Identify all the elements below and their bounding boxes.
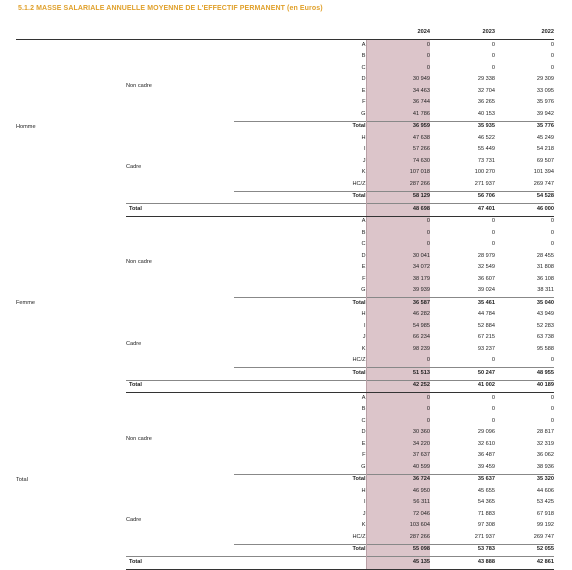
value-cell-2024: 107 018	[366, 168, 430, 180]
value-cell-2023: 53 783	[430, 544, 495, 557]
value-cell-2024: 287 266	[366, 532, 430, 544]
value-cell-2023: 32 704	[477, 87, 495, 94]
value-cell-2023: 0	[491, 406, 495, 413]
level-label: C	[361, 241, 366, 248]
value-cell-2024: 0	[366, 228, 430, 240]
value-cell-2024: 66 234	[366, 333, 430, 345]
year-header-2024: 2024	[417, 29, 430, 36]
value-cell-2023: 271 937	[474, 533, 495, 540]
value-cell-2024: 56 311	[366, 498, 430, 510]
total-value-cell-2023: 47 401	[430, 204, 495, 217]
value-cell-2022: 0	[550, 406, 554, 413]
value-cell-2023: 35 637	[430, 474, 495, 486]
value-cell-2023: 93 237	[477, 345, 495, 352]
value-cell-2023: 0	[491, 229, 495, 236]
value-cell-2024: 30 041	[366, 251, 430, 263]
value-cell-2022: 28 455	[536, 252, 554, 259]
level-label: A	[361, 394, 366, 401]
section-total-label: Total	[126, 204, 366, 217]
value-cell-2022: 44 606	[536, 487, 554, 494]
value-cell-2022: 0	[550, 241, 554, 248]
value-cell-2024: 55 098	[366, 544, 430, 557]
value-cell-2023: 55 449	[477, 146, 495, 153]
level-label: D	[361, 76, 366, 83]
value-cell-2023: 45 655	[477, 487, 495, 494]
value-cell-2024: 54 985	[366, 321, 430, 333]
total-value-cell-2022: 42 861	[495, 557, 554, 570]
value-cell-2024: 98 239	[366, 344, 430, 356]
value-cell-2023: 97 308	[477, 522, 495, 529]
section-label: Femme	[16, 300, 35, 307]
level-label: A	[361, 218, 366, 225]
value-cell-2023: 36 265	[477, 99, 495, 106]
value-cell-2024: 34 463	[366, 86, 430, 98]
value-cell-2024: 37 637	[366, 451, 430, 463]
value-cell-2023: 32 610	[477, 440, 495, 447]
section-total-label: Total	[126, 380, 366, 393]
group-label: Cadre	[126, 164, 142, 171]
level-label: F	[362, 275, 366, 282]
value-cell-2024: 46 950	[366, 486, 430, 498]
level-label: F	[362, 452, 366, 459]
value-cell-2024: 38 179	[366, 274, 430, 286]
level-label: G	[361, 110, 366, 117]
level-label: H	[361, 134, 366, 141]
value-cell-2023: 39 024	[477, 287, 495, 294]
value-cell-2024: 58 129	[366, 191, 430, 204]
value-cell-2024: 72 046	[366, 509, 430, 521]
value-cell-2024: 47 638	[366, 133, 430, 145]
value-cell-2022: 36 062	[536, 452, 554, 459]
salary-table	[16, 27, 554, 570]
value-cell-2022: 0	[550, 357, 554, 364]
value-cell-2022: 39 942	[536, 110, 554, 117]
value-cell-2023: 67 215	[477, 334, 495, 341]
value-cell-2022: 0	[550, 417, 554, 424]
value-cell-2022: 36 108	[536, 275, 554, 282]
level-label: G	[361, 287, 366, 294]
group-label: Non cadre	[126, 435, 152, 442]
value-cell-2024: 0	[366, 216, 430, 228]
total-value-cell-2022: 40 189	[495, 380, 554, 393]
level-label: J	[362, 157, 366, 164]
value-cell-2023: 0	[491, 64, 495, 71]
value-cell-2023: 0	[491, 218, 495, 225]
value-cell-2024: 36 959	[366, 121, 430, 133]
value-cell-2024: 51 513	[366, 368, 430, 381]
value-cell-2022: 52 283	[536, 322, 554, 329]
level-label: K	[361, 169, 366, 176]
value-cell-2023: 0	[491, 394, 495, 401]
value-cell-2022: 33 095	[536, 87, 554, 94]
table-body	[16, 40, 554, 570]
value-cell-2022: 54 218	[536, 146, 554, 153]
level-label: C	[361, 64, 366, 71]
value-cell-2023: 71 883	[477, 510, 495, 517]
value-cell-2024: 36 724	[366, 474, 430, 486]
value-cell-2022: 269 747	[533, 180, 554, 187]
level-label: I	[363, 322, 366, 329]
value-cell-2024: 46 282	[366, 310, 430, 322]
value-cell-2022: 0	[550, 394, 554, 401]
value-cell-2023: 35 935	[430, 121, 495, 133]
value-cell-2023: 100 270	[474, 169, 495, 176]
level-label: E	[361, 440, 366, 447]
value-cell-2022: 43 949	[536, 311, 554, 318]
table-row	[16, 216, 554, 228]
value-cell-2023: 44 784	[477, 311, 495, 318]
level-label: E	[361, 87, 366, 94]
level-label: Total	[332, 191, 366, 204]
level-label: Total	[332, 474, 366, 486]
value-cell-2022: 67 918	[536, 510, 554, 517]
value-cell-2023: 36 487	[477, 452, 495, 459]
value-cell-2024: 0	[366, 40, 430, 52]
total-value-cell-2023: 41 002	[430, 380, 495, 393]
table-row	[16, 393, 554, 405]
value-cell-2024: 36 744	[366, 98, 430, 110]
value-cell-2022: 35 976	[536, 99, 554, 106]
value-cell-2024: 74 630	[366, 156, 430, 168]
value-cell-2022: 53 425	[536, 499, 554, 506]
level-label: Total	[332, 298, 366, 310]
value-cell-2023: 29 096	[477, 429, 495, 436]
level-label: I	[363, 146, 366, 153]
section-label: Total	[16, 476, 28, 483]
year-header-2023: 2023	[482, 29, 495, 36]
value-cell-2024: 34 072	[366, 263, 430, 275]
value-cell-2023: 271 937	[474, 180, 495, 187]
value-cell-2022: 0	[550, 41, 554, 48]
value-cell-2023: 35 461	[430, 298, 495, 310]
value-cell-2024: 0	[366, 52, 430, 64]
value-cell-2022: 0	[550, 53, 554, 60]
value-cell-2022: 69 507	[536, 157, 554, 164]
value-cell-2024: 103 604	[366, 521, 430, 533]
value-cell-2022: 48 955	[495, 368, 554, 381]
value-cell-2022: 32 319	[536, 440, 554, 447]
value-cell-2024: 0	[366, 240, 430, 252]
value-cell-2022: 63 738	[536, 334, 554, 341]
section-total-label: Total	[126, 557, 366, 570]
value-cell-2022: 269 747	[533, 533, 554, 540]
total-value-cell-2024: 45 135	[366, 557, 430, 570]
total-value-cell-2023: 43 888	[430, 557, 495, 570]
value-cell-2023: 32 549	[477, 264, 495, 271]
value-cell-2022: 31 808	[536, 264, 554, 271]
value-cell-2024: 0	[366, 393, 430, 405]
level-label: A	[361, 41, 366, 48]
value-cell-2023: 73 731	[477, 157, 495, 164]
value-cell-2023: 46 522	[477, 134, 495, 141]
value-cell-2024: 40 599	[366, 462, 430, 474]
value-cell-2023: 36 607	[477, 275, 495, 282]
level-label: B	[361, 406, 366, 413]
value-cell-2022: 99 192	[536, 522, 554, 529]
level-label: B	[361, 53, 366, 60]
table-row	[16, 40, 554, 52]
value-cell-2023: 56 706	[430, 191, 495, 204]
level-label: C	[361, 417, 366, 424]
value-cell-2022: 52 055	[495, 544, 554, 557]
value-cell-2022: 54 528	[495, 191, 554, 204]
value-cell-2022: 38 311	[537, 287, 554, 294]
value-cell-2023: 28 979	[477, 252, 495, 259]
total-value-cell-2024: 48 698	[366, 204, 430, 217]
level-label: K	[361, 345, 366, 352]
level-label: F	[362, 99, 366, 106]
value-cell-2022: 35 776	[495, 121, 554, 133]
value-cell-2024: 0	[366, 405, 430, 417]
level-label: E	[361, 264, 366, 271]
value-cell-2024: 0	[366, 356, 430, 368]
level-label: I	[363, 499, 366, 506]
total-value-cell-2022: 46 000	[495, 204, 554, 217]
level-label: H	[361, 487, 366, 494]
value-cell-2024: 39 939	[366, 286, 430, 298]
level-label: H	[361, 311, 366, 318]
level-label: HC/Z	[352, 180, 366, 187]
value-cell-2023: 40 153	[477, 110, 495, 117]
level-label: HC/Z	[352, 533, 366, 540]
level-label: K	[361, 522, 366, 529]
level-label: Total	[332, 368, 366, 381]
value-cell-2024: 30 949	[366, 75, 430, 87]
value-cell-2024: 0	[366, 63, 430, 75]
value-cell-2024: 30 360	[366, 428, 430, 440]
value-cell-2023: 0	[491, 357, 495, 364]
group-label: Non cadre	[126, 259, 152, 266]
value-cell-2023: 0	[491, 53, 495, 60]
value-cell-2022: 35 040	[495, 298, 554, 310]
value-cell-2022: 35 320	[495, 474, 554, 486]
value-cell-2022: 38 936	[536, 463, 554, 470]
total-value-cell-2024: 42 252	[366, 380, 430, 393]
value-cell-2024: 57 266	[366, 145, 430, 157]
level-label: J	[362, 510, 366, 517]
value-cell-2023: 52 884	[477, 322, 495, 329]
value-cell-2024: 41 786	[366, 109, 430, 121]
value-cell-2024: 34 220	[366, 439, 430, 451]
value-cell-2022: 95 588	[536, 345, 554, 352]
value-cell-2023: 0	[491, 41, 495, 48]
value-cell-2022: 0	[550, 64, 554, 71]
value-cell-2023: 29 338	[477, 76, 495, 83]
page-title: 5.1.2 MASSE SALARIALE ANNUELLE MOYENNE DE L'EFFECTIF PERMANENT (en Euros)	[18, 5, 323, 12]
level-label: G	[361, 463, 366, 470]
table-header-row	[16, 27, 554, 39]
value-cell-2022: 101 394	[533, 169, 554, 176]
level-label: D	[361, 252, 366, 259]
value-cell-2023: 50 247	[430, 368, 495, 381]
value-cell-2023: 0	[491, 241, 495, 248]
section-label: Homme	[16, 124, 36, 131]
value-cell-2022: 45 249	[536, 134, 554, 141]
group-label: Cadre	[126, 340, 142, 347]
value-cell-2023: 0	[491, 417, 495, 424]
value-cell-2023: 54 365	[477, 499, 495, 506]
level-label: Total	[332, 121, 366, 133]
level-label: D	[361, 429, 366, 436]
group-label: Cadre	[126, 517, 142, 524]
value-cell-2022: 28 817	[536, 429, 554, 436]
value-cell-2023: 39 459	[477, 463, 495, 470]
value-cell-2022: 0	[550, 229, 554, 236]
group-label: Non cadre	[126, 82, 152, 89]
value-cell-2024: 36 587	[366, 298, 430, 310]
value-cell-2024: 287 266	[366, 179, 430, 191]
level-label: Total	[332, 544, 366, 557]
value-cell-2022: 29 309	[536, 76, 554, 83]
level-label: J	[362, 334, 366, 341]
level-label: B	[361, 229, 366, 236]
level-label: HC/Z	[352, 357, 366, 364]
value-cell-2022: 0	[550, 218, 554, 225]
value-cell-2024: 0	[366, 416, 430, 428]
year-header-2022: 2022	[541, 29, 554, 36]
